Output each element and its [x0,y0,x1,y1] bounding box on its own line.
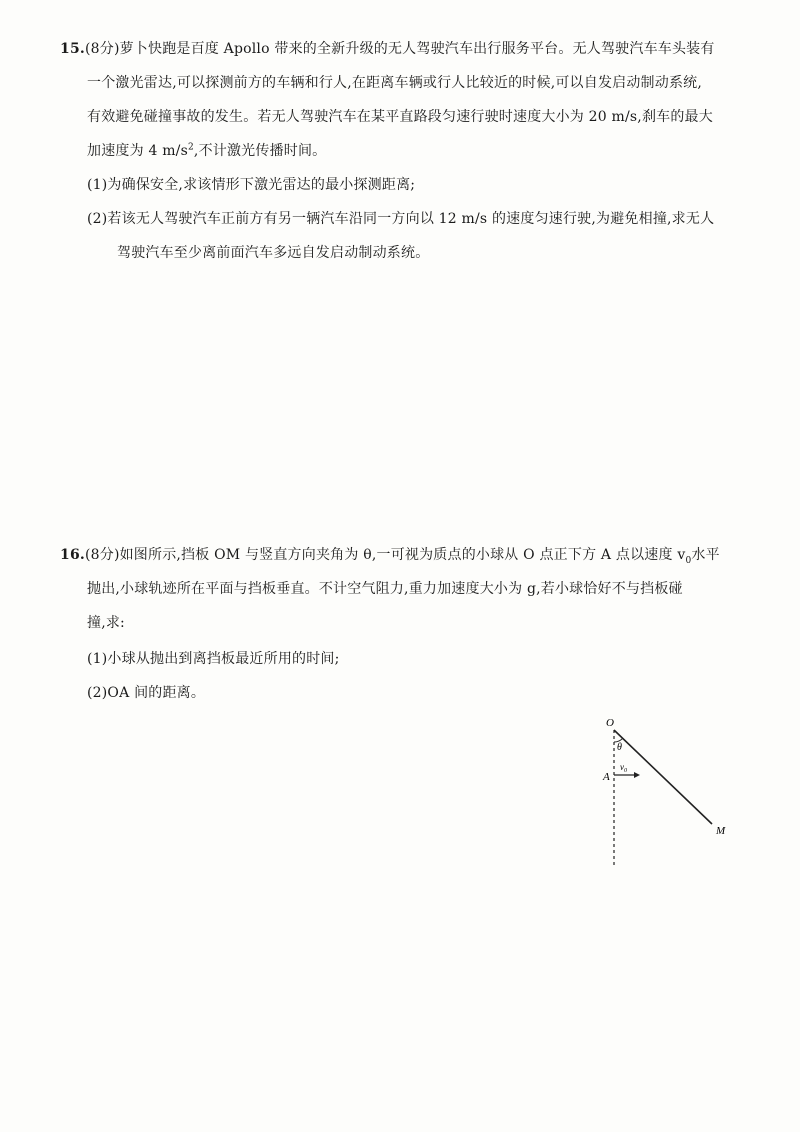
q15-line-1: 15.(8分)萝卜快跑是百度 Apollo 带来的全新升级的无人驾驶汽车出行服务平台。无人驾驶汽车车头装有 [60,41,715,57]
q15-line-4: 加速度为 4 $m/s^2$,不计激光传播时间。 [87,142,327,159]
q15-part-1: (1)为确保安全,求该情形下激光雷达的最小探测距离; [87,177,416,193]
q15-line-3: 有效避免碰撞事故的发生。若无人驾驶汽车在某平直路段匀速行驶时速度大小为 20 m/s,刹车的最大 [87,109,713,125]
q16-part-2: (2)OA 间的距离。 [87,685,206,701]
label-o: O [606,717,614,729]
label-a: A [603,771,610,783]
board-om [614,730,712,824]
q15-part-2-line-1: (2)若该无人驾驶汽车正前方有另一辆汽车沿同一方向以 12 m/s 的速度匀速行驶,为避免相撞,求无人 [87,211,715,227]
q16-line-3: 撞,求: [87,615,125,631]
q15-part-2-line-2: 驾驶汽车至少离前面汽车多远自发启动制动系统。 [117,245,430,261]
label-theta: θ [617,742,622,753]
q16-part-1: (1)小球从抛出到离挡板最近所用的时间; [87,651,340,667]
q16-line-2: 抛出,小球轨迹所在平面与挡板垂直。不计空气阻力,重力加速度大小为 g,若小球恰好不与挡板碰 [87,581,683,597]
q15-number: 15. [60,41,85,57]
label-v0: $v_0$ [620,762,627,774]
label-m: M [716,825,726,837]
q16-line-1: 16.(8分)如图所示,挡板 OM 与竖直方向夹角为 θ,一可视为质点的小球从 O 点正下方 A 点以速度 $v_0$水平 [60,547,720,566]
board-diagram [590,712,750,872]
q16-number: 16. [60,547,85,563]
q15-line-2: 一个激光雷达,可以探测前方的车辆和行人,在距离车辆或行人比较近的时候,可以自发启动制动系统, [87,75,702,91]
velocity-arrowhead [634,772,640,778]
